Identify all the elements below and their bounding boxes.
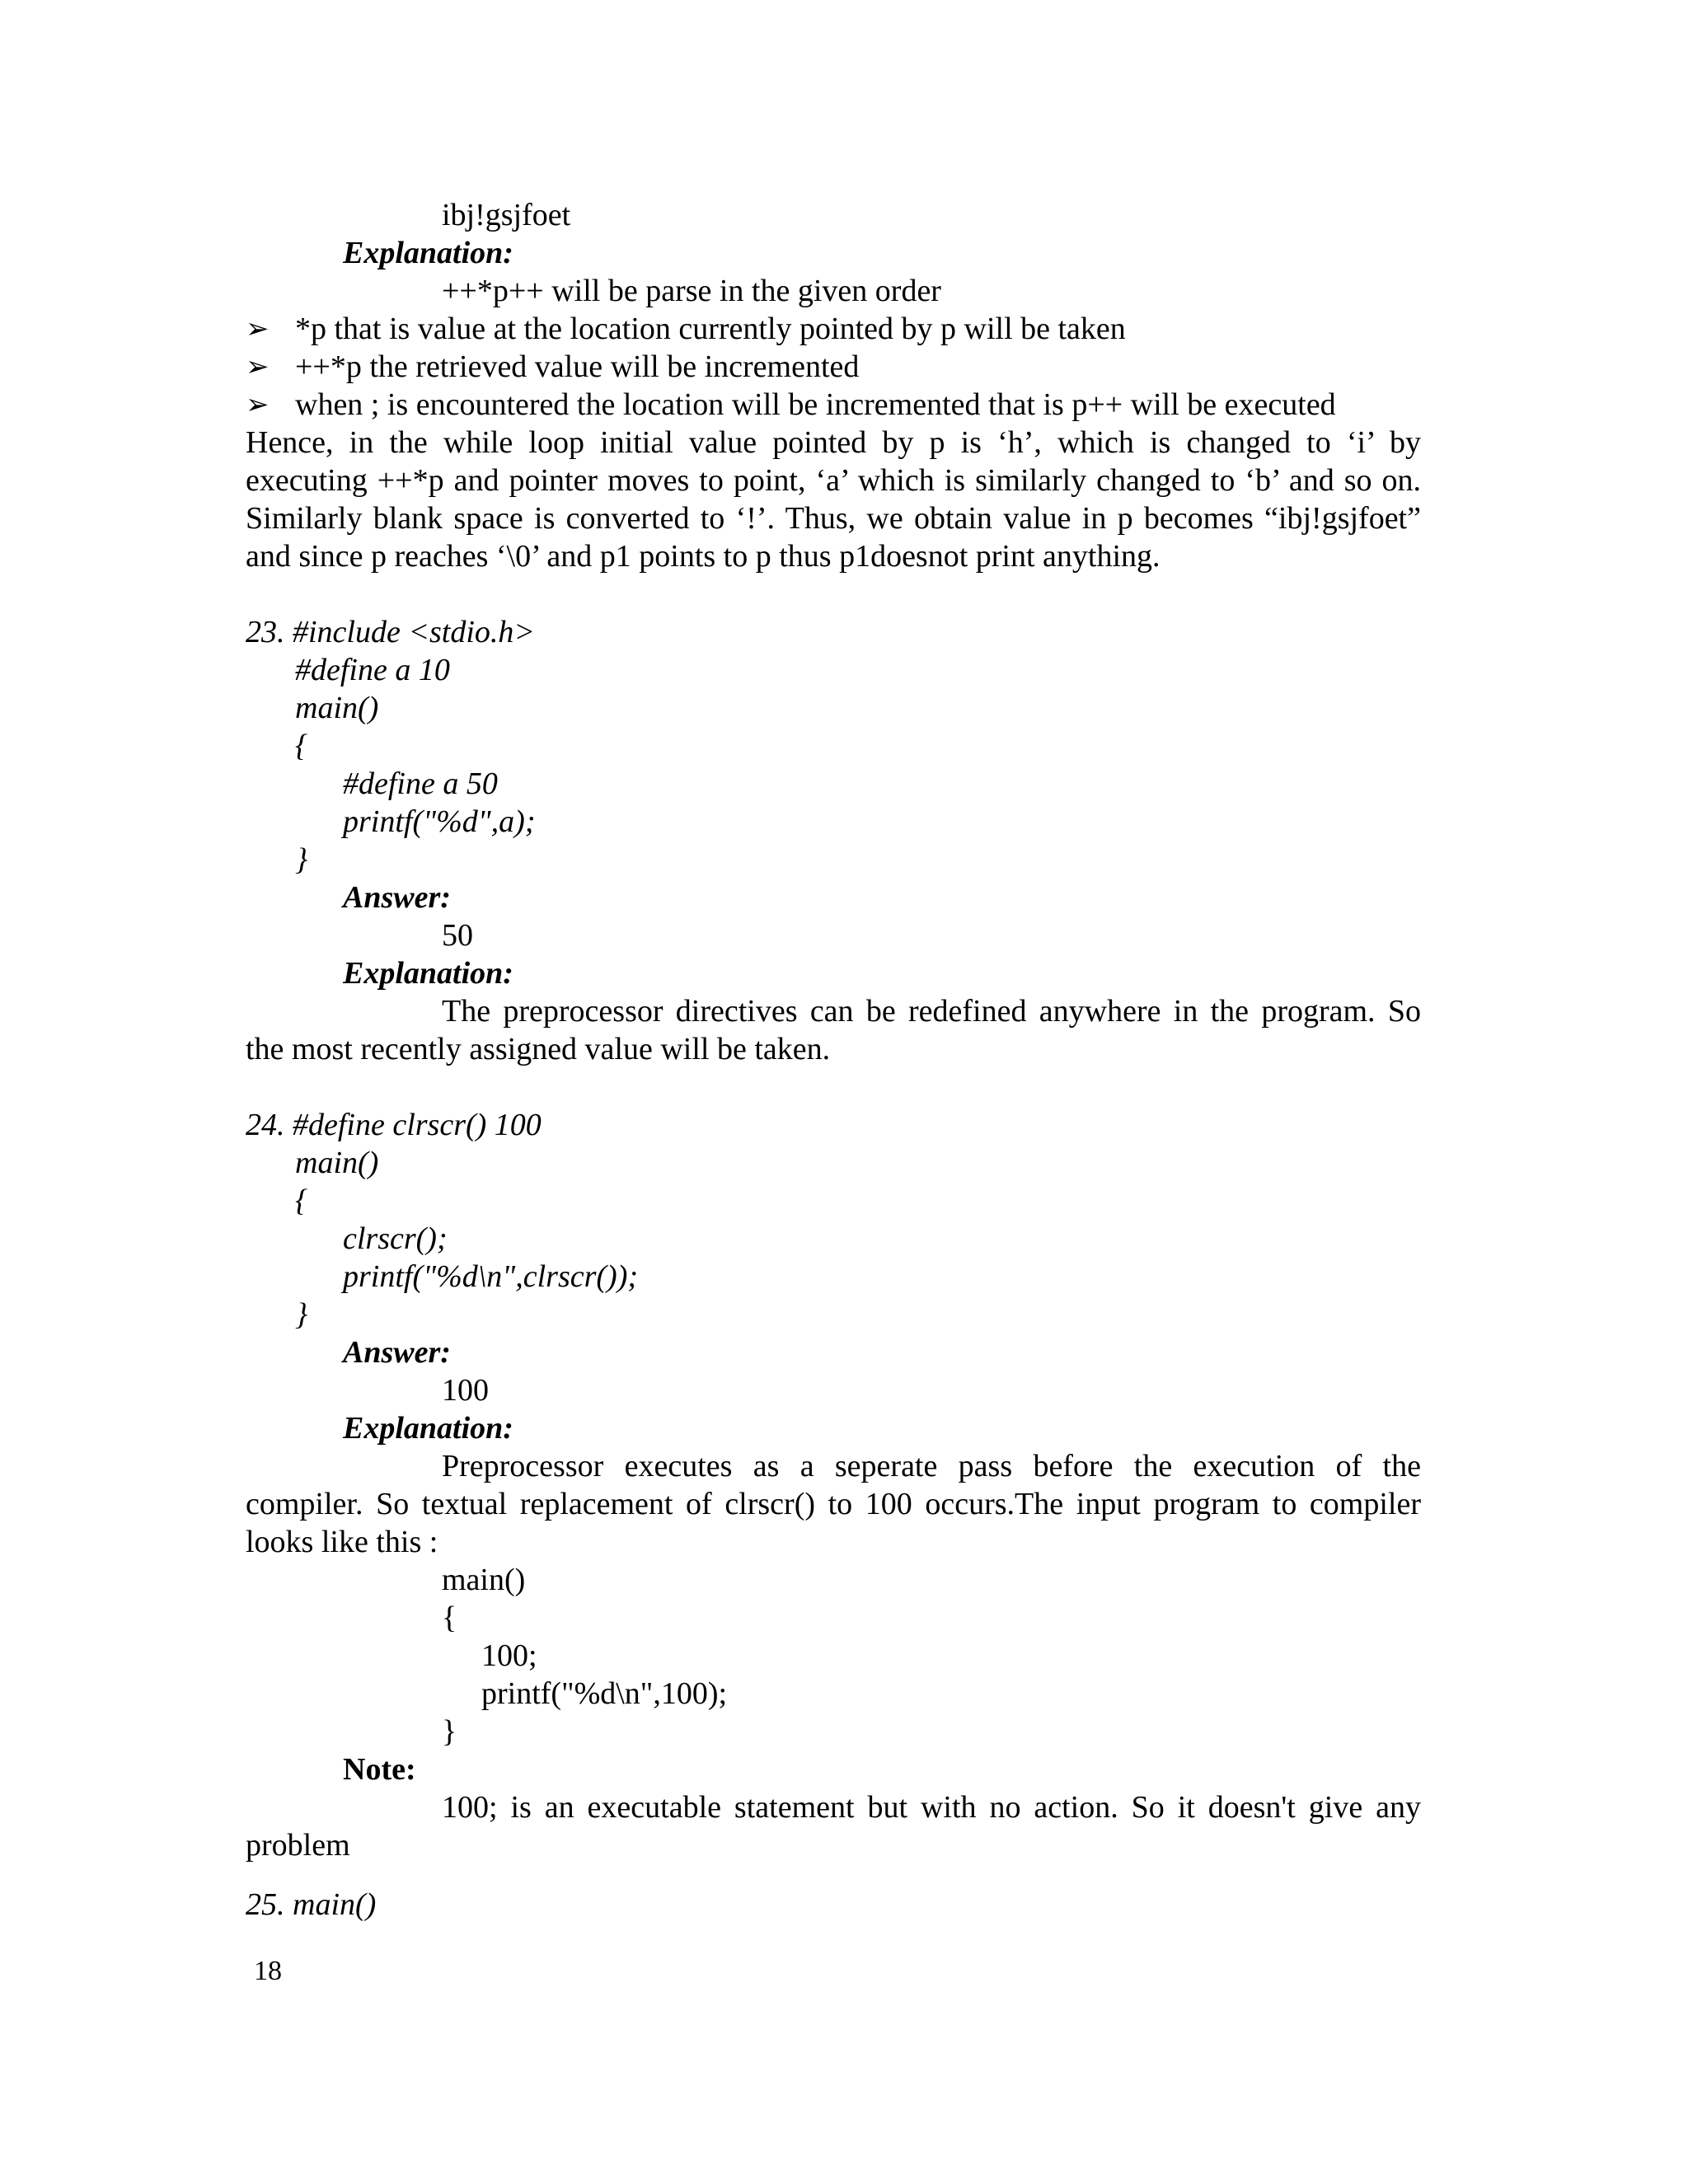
expanded-code-line: } — [442, 1714, 457, 1749]
paragraph-line: Similarly blank space is converted to ‘!’. Thus, we obtain value in p becomes “ibj!gsjfoet” — [246, 501, 1421, 536]
answer-value: 50 — [442, 918, 473, 953]
code-line: main() — [295, 1146, 379, 1180]
code-line: main() — [295, 691, 379, 725]
output-line: ibj!gsjfoet — [442, 198, 571, 232]
paragraph-line: The preprocessor directives can be redefined anywhere in the program. So — [442, 994, 1421, 1029]
code-line: printf("%d",a); — [343, 804, 536, 839]
paragraph-line: the most recently assigned value will be taken. — [246, 1032, 831, 1066]
bullet-arrow-icon: ➢ — [246, 312, 270, 345]
code-line: } — [295, 842, 308, 877]
code-line: #define a 10 — [295, 653, 450, 687]
paragraph-line: compiler. So textual replacement of clrscr() to 100 occurs.The input program to compiler — [246, 1487, 1421, 1521]
note-heading: Note: — [343, 1752, 416, 1787]
code-line: 23. #include <stdio.h> — [246, 615, 536, 649]
paragraph-line: Hence, in the while loop initial value pointed by p is ‘h’, which is changed to ‘i’ by — [246, 425, 1421, 460]
answer-heading: Answer: — [343, 1335, 451, 1370]
code-line: 24. #define clrscr() 100 — [246, 1108, 542, 1142]
expanded-code-line: main() — [442, 1563, 526, 1597]
explanation-intro: ++*p++ will be parse in the given order — [442, 274, 941, 308]
answer-value: 100 — [442, 1373, 489, 1408]
code-line: clrscr(); — [343, 1221, 448, 1256]
code-line: } — [295, 1297, 308, 1332]
code-line: #define a 50 — [343, 766, 498, 801]
expanded-code-line: { — [442, 1601, 457, 1635]
bullet-item: ++*p the retrieved value will be incremented — [295, 349, 860, 384]
code-line: printf("%d\n",clrscr()); — [343, 1259, 639, 1294]
page-number: 18 — [254, 1956, 282, 1986]
code-line: { — [295, 729, 308, 763]
bullet-item: when ; is encountered the location will be incremented that is p++ will be executed — [295, 387, 1336, 422]
paragraph-line: 100; is an executable statement but with no action. So it doesn't give any — [442, 1790, 1421, 1825]
explanation-heading: Explanation: — [343, 956, 513, 991]
answer-heading: Answer: — [343, 880, 451, 915]
paragraph-line: executing ++*p and pointer moves to point, ‘a’ which is similarly changed to ‘b’ and so on. — [246, 463, 1421, 498]
bullet-arrow-icon: ➢ — [246, 388, 270, 421]
bullet-item: *p that is value at the location currently pointed by p will be taken — [295, 312, 1126, 346]
bullet-arrow-icon: ➢ — [246, 350, 270, 383]
code-line: { — [295, 1183, 308, 1218]
explanation-heading: Explanation: — [343, 1411, 513, 1446]
paragraph-line: and since p reaches ‘\0’ and p1 points to p thus p1doesnot print anything. — [246, 539, 1160, 574]
expanded-code-line: printf("%d\n",100); — [481, 1676, 728, 1711]
code-line: 25. main() — [246, 1887, 377, 1922]
paragraph-line: problem — [246, 1828, 350, 1863]
paragraph-line: looks like this : — [246, 1525, 438, 1559]
explanation-heading: Explanation: — [343, 236, 513, 270]
paragraph-line: Preprocessor executes as a seperate pass before the execution of the — [442, 1449, 1421, 1483]
expanded-code-line: 100; — [481, 1638, 537, 1673]
